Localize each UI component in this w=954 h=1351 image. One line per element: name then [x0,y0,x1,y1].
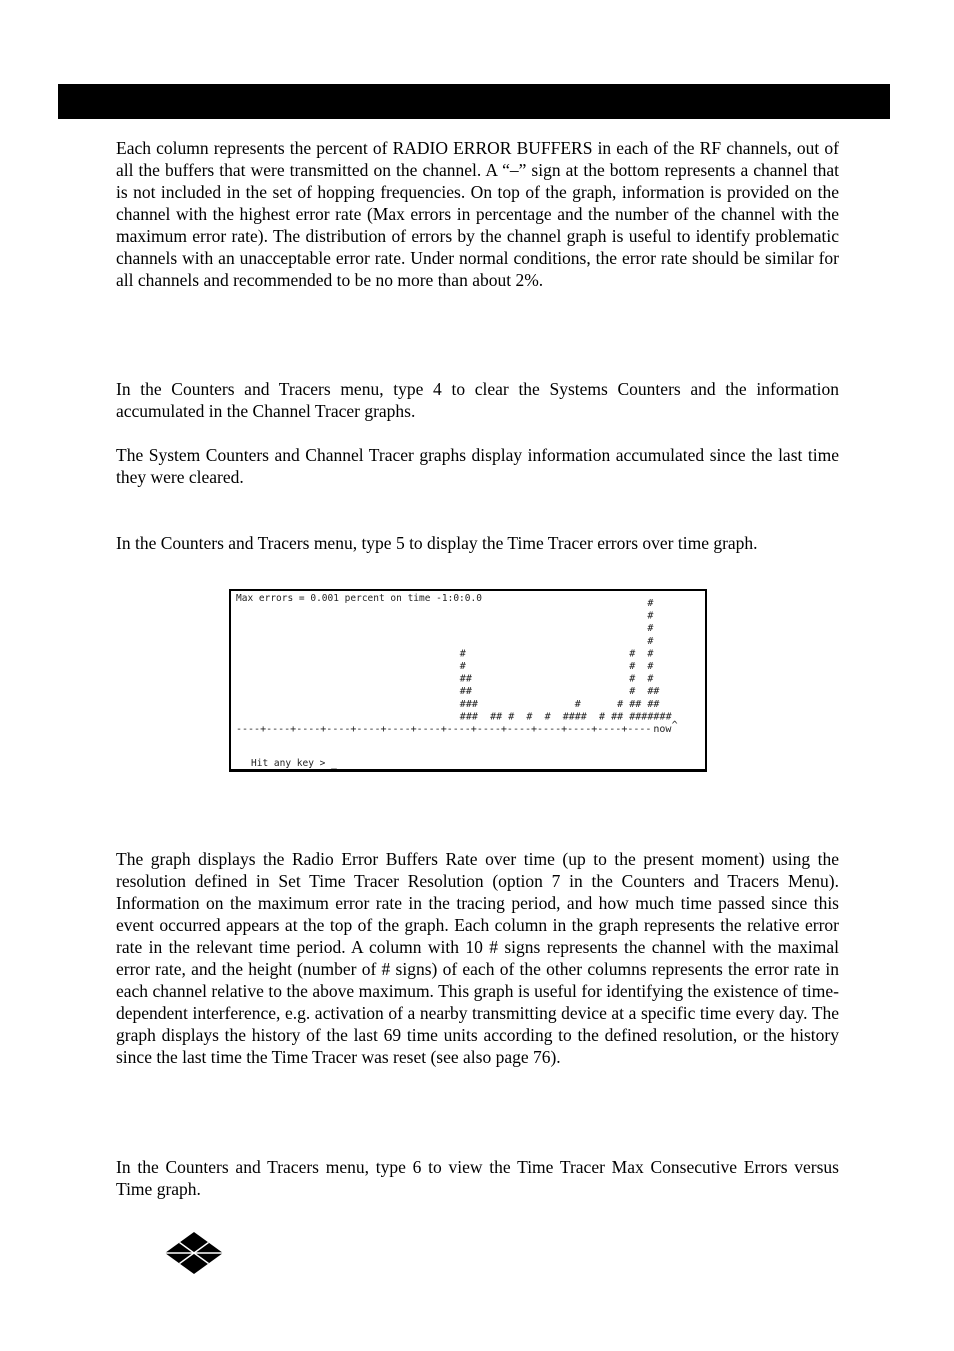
bar-cell-col-37: # [459,673,466,685]
diamond-logo-icon [165,1232,223,1274]
bar-cell-col-65: # [629,698,636,710]
bar-cell-col-37: # [459,661,466,672]
bar-cell-col-56: # [574,711,581,723]
paragraph-time-tracer-instruction: In the Counters and Tracers menu, type 5 to display the Time Tracer errors over time graph. [116,533,758,553]
bar-cell-col-57: # [580,711,587,723]
bar-cell-col-68: # [647,635,654,647]
bar-cell-col-68: # [647,698,654,710]
bar-cell-col-68: # [647,610,654,622]
paragraph-clear-counters: In the Counters and Tracers menu, type 4 to clear the Systems Counters and the information accumulated in the Channel Tracer graphs. [116,379,839,421]
now-axis-label: now [653,724,672,735]
bar-cell-col-38: # [465,711,472,723]
bar-cell-col-68: # [647,686,654,698]
terminal-prompt: Hit any key > _ [251,758,337,769]
section-header-bar [58,84,890,119]
bar-cell-col-65: # [629,711,636,723]
bar-cell-col-68: # [647,673,654,685]
bar-cell-col-62: # [611,711,618,723]
paragraph-channel-graph-description: Each column represents the percent of RADIO ERROR BUFFERS in each of the RF channels, out of all the buffers that were transmitted on the channel. A “–” sign at the bottom represents a channel that is not included in the set of hopping frequencies. On top of the graph, information is provided on the channel with the highest error rate (Max errors in percentage and the number of the channel with the maximum error rate). The distribution of errors by the channel graph is useful to identify problematic channels with an unacceptable error rate. Under normal conditions, the error rate should be similar for all channels and recommended to be no more than about 2%. [116,138,839,290]
paragraph-max-consecutive-errors: In the Counters and Tracers menu, type 6 to view the Time Tracer Max Consecutive Errors versus Time graph. [116,1157,839,1199]
bar-cell-col-51: # [544,711,551,723]
bar-cell-col-66: # [635,698,642,710]
bar-cell-col-63: # [617,711,624,723]
bar-cell-col-54: # [562,711,569,723]
bar-cell-col-39: # [471,711,478,723]
bar-cell-col-43: # [496,711,503,723]
bar-cell-col-69: # [653,711,660,723]
bar-cell-col-68: # [647,711,654,723]
bar-cell-col-65: # [629,661,636,672]
bar-cell-col-37: # [459,648,466,660]
now-marker: ^ [671,720,678,731]
bar-cell-col-45: # [508,711,515,723]
bar-cell-col-39: # [471,698,478,710]
bar-cell-col-38: # [465,686,472,698]
bar-cell-col-69: # [653,686,660,698]
bar-cell-col-65: # [629,648,636,660]
time-axis: ----+----+----+----+----+----+----+----+----+----+----+----+----+---- [236,724,652,735]
bar-cell-col-37: # [459,686,466,698]
terminal-screenshot [229,589,707,772]
bar-cell-col-63: # [617,698,624,710]
bar-cell-col-68: # [647,648,654,660]
paragraph-counters-since-cleared: The System Counters and Channel Tracer graphs display information accumulated since the last time they were cleared. [116,445,839,487]
terminal-max-errors-header: Max errors = 0.001 percent on time -1:0:0.0 [236,593,482,604]
bar-cell-col-71: # [665,711,672,723]
bar-cell-col-68: # [647,661,654,672]
bar-cell-col-37: # [459,698,466,710]
bar-cell-col-37: # [459,711,466,723]
paragraph-graph-explanation: The graph displays the Radio Error Buffers Rate over time (up to the present moment) using the resolution defined in Set Time Tracer Resolution (option 7 in the Counters and Tracers Menu). Information on the maximum error rate in the tracing period, and how much time passed since this event occurred appears at the top of the graph. Each column in the graph represents the relative error rate in the relevant time period. A column with 10 # signs represents the channel with the maximal error rate, and the height (number of # signs) of each of the other columns represents the error rate in each channel relative to the above maximum. This graph is useful for identifying the existence of time-dependent interference, e.g. activation of a nearby transmitting device at a specific time every day. The graph displays the history of the last 69 time units according to the defined resolution, or the history since the last time the Time Tracer was reset (see also page 76). [116,849,839,1067]
bar-cell-col-66: # [635,711,642,723]
bar-cell-col-56: # [574,698,581,710]
bar-cell-col-48: # [526,711,533,723]
bar-cell-col-69: # [653,698,660,710]
bar-cell-col-38: # [465,698,472,710]
bar-cell-col-67: # [641,711,648,723]
bar-cell-col-68: # [647,598,654,609]
bar-cell-col-65: # [629,686,636,698]
bar-cell-col-65: # [629,673,636,685]
bar-cell-col-68: # [647,623,654,635]
bar-cell-col-38: # [465,673,472,685]
bar-cell-col-70: # [659,711,666,723]
bar-cell-col-60: # [599,711,606,723]
bar-cell-col-55: # [568,711,575,723]
bar-cell-col-42: # [490,711,497,723]
